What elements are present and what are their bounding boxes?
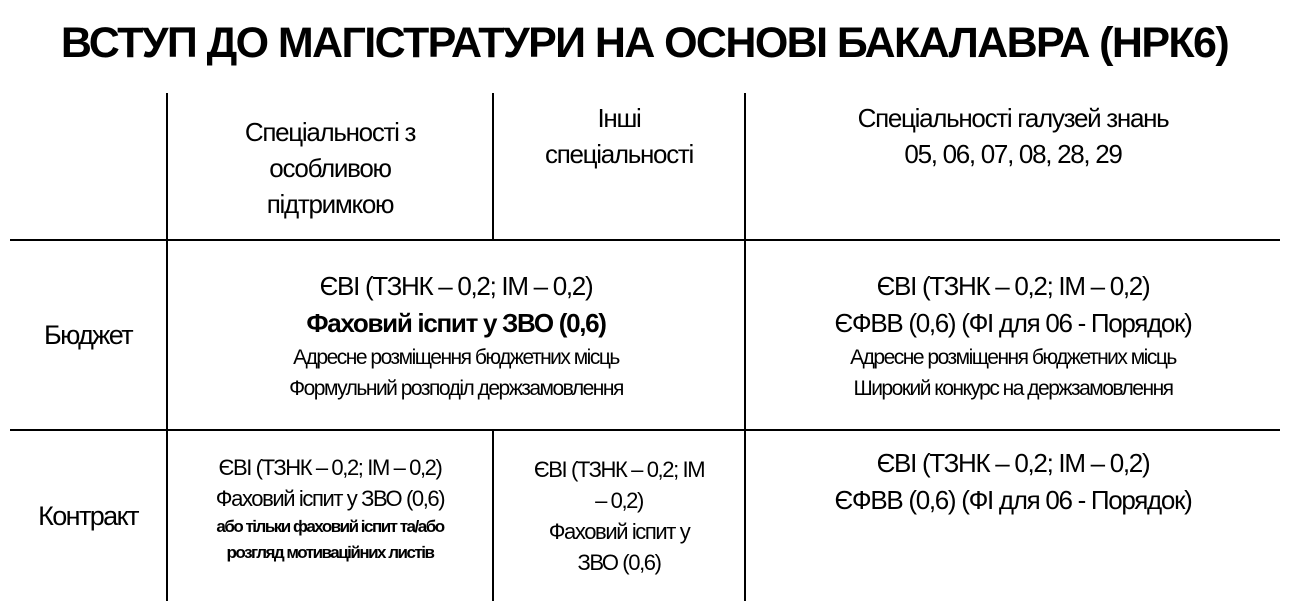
budget-right-line-1: ЄВІ (ТЗНК – 0,2; ІМ – 0,2) [876,271,1150,301]
budget-left-line-1: ЄВІ (ТЗНК – 0,2; ІМ – 0,2) [319,271,593,301]
budget-left-cell [168,246,744,426]
header-fields-line-1: Спеціальності галузей знань [857,103,1169,133]
budget-left-line-4: Формульний розподіл держзамовлення [289,377,623,400]
budget-left-line-3: Адресне розміщення бюджетних місць [293,346,619,369]
contract-right-line-2: ЄФВВ (0,6) (ФІ для 06 - Порядок) [834,485,1192,515]
header-knowledge-fields [746,100,1280,182]
grid-line-horizontal-1 [10,239,1280,241]
contract-special-line-1: ЄВІ (ТЗНК – 0,2; ІМ – 0,2) [218,455,442,480]
budget-right-line-3: Адресне розміщення бюджетних місць [850,346,1176,369]
contract-special-line-2: Фаховий іспит у ЗВО (0,6) [215,486,445,511]
contract-other-cell [494,434,744,598]
header-special-support [168,100,492,236]
contract-other-line-2: – 0,2) [595,488,643,513]
budget-right-line-4: Широкий конкурс на держзамовлення [853,377,1173,400]
header-special-support-line-3: підтримкою [266,189,394,219]
contract-special-line-3: або тільки фаховий іспит та/або [216,517,444,536]
contract-right-line-1: ЄВІ (ТЗНК – 0,2; ІМ – 0,2) [876,448,1150,478]
contract-special-cell [168,434,492,584]
contract-special-line-4: розгляд мотиваційних листів [226,543,434,562]
budget-left-line-2: Фаховий іспит у ЗВО (0,6) [306,308,606,338]
contract-other-line-4: ЗВО (0,6) [577,550,661,575]
grid-line-horizontal-2 [10,429,1280,431]
budget-right-cell [746,246,1280,426]
header-fields-line-2: 05, 06, 07, 08, 28, 29 [904,139,1122,169]
contract-other-line-3: Фаховий іспит у [548,519,690,544]
row-label-budget: Бюджет [43,319,133,350]
header-other-line-1: Інші [597,103,641,133]
header-other-specialties [494,100,744,182]
contract-right-cell [746,434,1280,530]
page-title: ВСТУП ДО МАГІСТРАТУРИ НА ОСНОВІ БАКАЛАВРА (НРК6) [60,19,1229,67]
header-other-line-2: спеціальності [545,139,693,169]
header-special-support-line-1: Спеціальності з [244,117,416,147]
contract-other-line-1: ЄВІ (ТЗНК – 0,2; ІМ [533,457,705,482]
budget-right-line-2: ЄФВВ (0,6) (ФІ для 06 - Порядок) [834,308,1192,338]
header-special-support-line-2: особливою [269,153,391,183]
row-label-contract: Контракт [38,500,138,531]
